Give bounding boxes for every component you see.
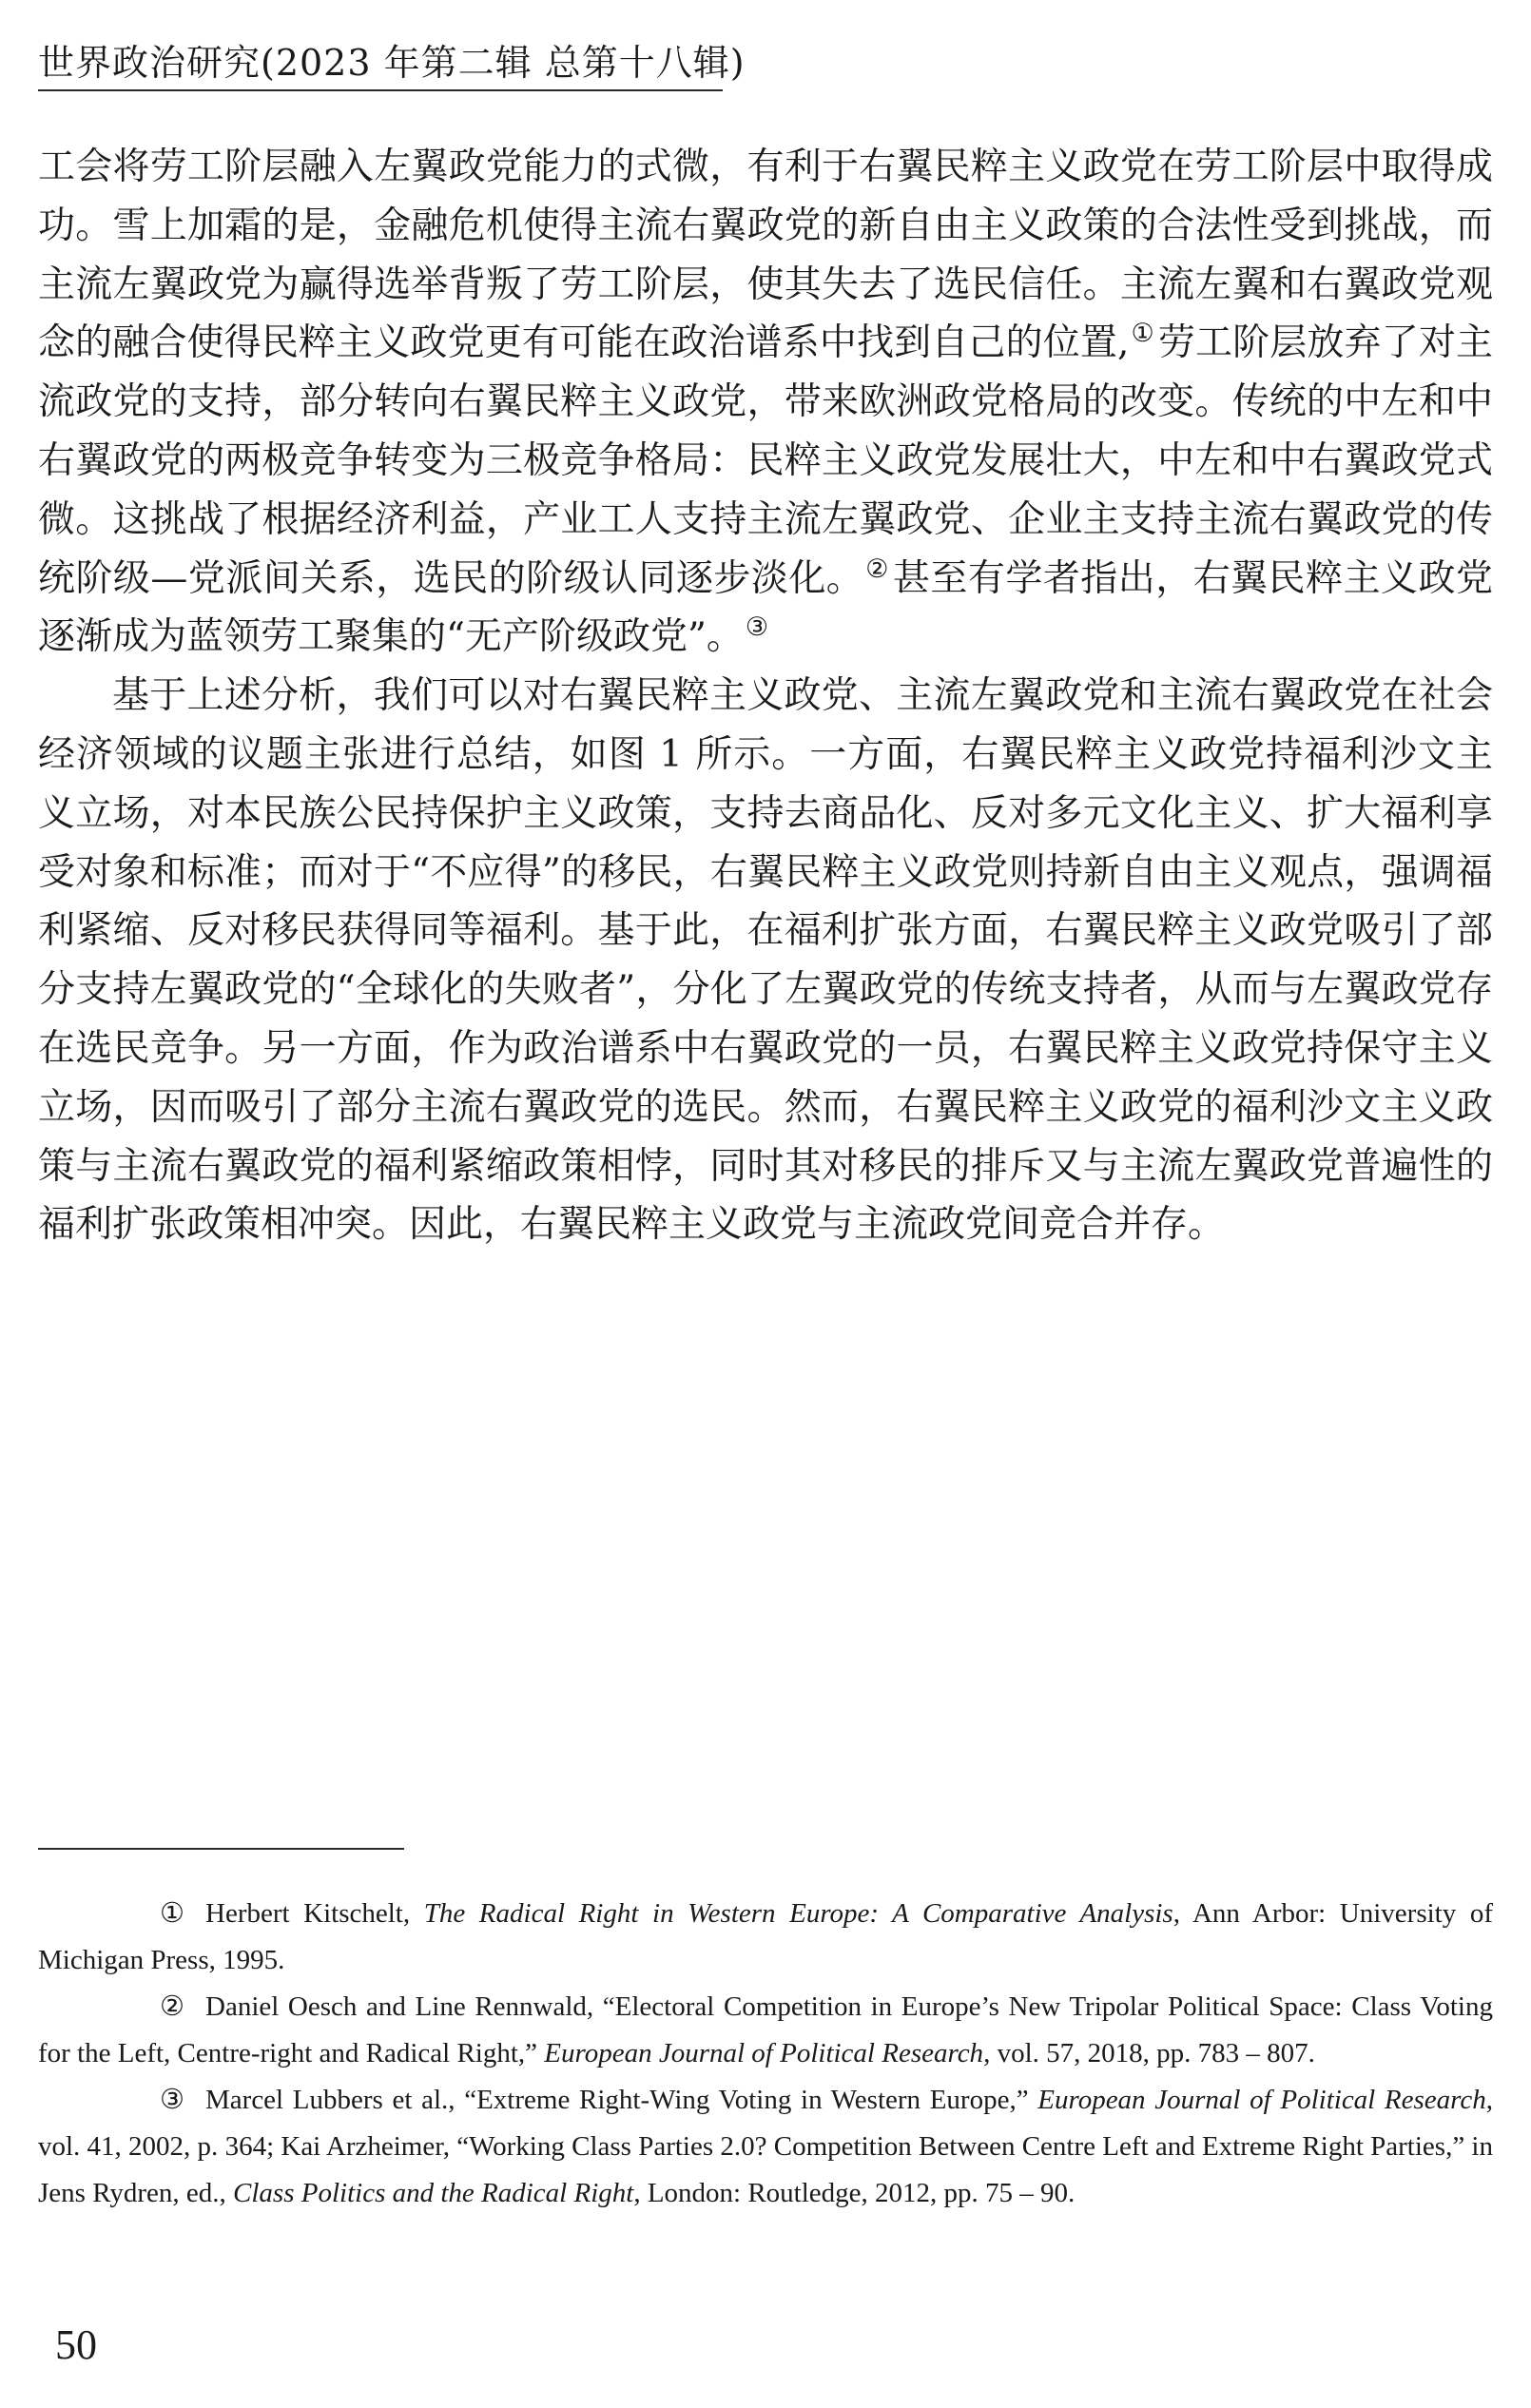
footnote-2-mark: ② (160, 1991, 184, 2022)
footnote-ref-3[interactable]: ③ (745, 612, 769, 643)
footnote-3-journal: European Journal of Political Research (1037, 2085, 1486, 2115)
footnote-1-title: The Radical Right in Western Europe: A Comparative Analysis (423, 1898, 1173, 1929)
paragraph-1-part-1: 工会将劳工阶层融入左翼政党能力的式微，有利于右翼民粹主义政党在劳工阶层中取得成功。雪上加霜的是，金融危机使得主流右翼政党的新自由主义政策的合法性受到挑战，而主流左翼政党为赢得选举背叛了劳工阶层，使其失去了选民信任。主流左翼和右翼政党观念的融合使得民粹主义政党更有可能在政治谱系中找到自己的位置, (38, 146, 1493, 365)
page-number: 50 (55, 2321, 97, 2368)
footnote-ref-1[interactable]: ① (1131, 319, 1154, 349)
footnote-2-publication: , vol. 57, 2018, pp. 783 – 807. (983, 2038, 1315, 2068)
paragraph-2: 基于上述分析，我们可以对右翼民粹主义政党、主流左翼政党和主流右翼政党在社会经济领域的议题主张进行总结，如图 1 所示。一方面，右翼民粹主义政党持福利沙文主义立场，对本民族公民持保护主义政策，支持去商品化、反对多元文化主义、扩大福利享受对象和标准；而对于“不应得”的移民，右翼民粹主义政党则持新自由主义观点，强调福利紧缩、反对移民获得同等福利。基于此，在福利扩张方面，右翼民粹主义政党吸引了部分支持左翼政党的“全球化的失败者”，分化了左翼政党的传统支持者，从而与左翼政党存在选民竞争。另一方面，作为政治谱系中右翼政党的一员，右翼民粹主义政党持保守主义立场，因而吸引了部分主流右翼政党的选民。然而，右翼民粹主义政党的福利沙文主义政策与主流右翼政党的福利紧缩政策相悖，同时其对移民的排斥又与主流左翼政党普遍性的福利扩张政策相冲突。因此，右翼民粹主义政党与主流政党间竞合并存。 (38, 674, 1493, 1247)
footnote-2-text: Daniel Oesch and Line Rennwald, “Electoral Competition in Europe’s New Tripolar Political Space: Class Voting for the Left, Centre-right and Radical Right,” (38, 1991, 1493, 2068)
footnote-2-journal: European Journal of Political Research (544, 2038, 984, 2068)
running-head-title: 世界政治研究(2023 年第二辑 总第十八辑) (38, 42, 746, 84)
paragraph-1-part-2: 劳工阶层放弃了对主流政党的支持，部分转向右翼民粹主义政党，带来欧洲政党格局的改变。传统的中左和中右翼政党的两极竞争转变为三极竞争格局：民粹主义政党发展壮大，中左和中右翼政党式微。这挑战了根据经济利益，产业工人支持主流左翼政党、企业主支持主流右翼政党的传统阶级—党派间关系，选民的阶级认同逐步淡化。 (38, 321, 1493, 600)
footnote-2 (38, 1984, 1493, 2077)
paragraph-1-part-3: 甚至有学者指出，右翼民粹主义政党逐渐成为蓝领劳工聚集的“无产阶级政党”。 (38, 556, 1493, 659)
footnote-1-mark: ① (160, 1898, 184, 1929)
footnote-1-publication: , Ann Arbor: University of Michigan Press, 1995. (38, 1898, 1493, 1975)
footnote-rule (38, 1848, 404, 1850)
paragraph-1 (38, 138, 1493, 667)
footnote-3-middle: , vol. 41, 2002, p. 364; Kai Arzheimer, “Working Class Parties 2.0? Competition Between Centre Left and Extreme Right Parties,” in Jens Rydren, ed., (38, 2085, 1493, 2208)
footnote-1 (38, 1891, 1493, 1984)
footnote-3-publication: , London: Routledge, 2012, pp. 75 – 90. (633, 2178, 1076, 2208)
footnote-3-mark: ③ (160, 2085, 184, 2115)
header-rule (38, 89, 723, 91)
main-text (38, 138, 1493, 1254)
footnote-3-book-title: Class Politics and the Radical Right (233, 2178, 634, 2208)
footnotes (38, 1891, 1493, 2217)
footnote-ref-2[interactable]: ② (865, 553, 889, 584)
footnote-1-text: Herbert Kitschelt, (205, 1898, 424, 1929)
footnote-3-text: Marcel Lubbers et al., “Extreme Right-Wing Voting in Western Europe,” (205, 2085, 1038, 2115)
footnote-3 (38, 2077, 1493, 2217)
